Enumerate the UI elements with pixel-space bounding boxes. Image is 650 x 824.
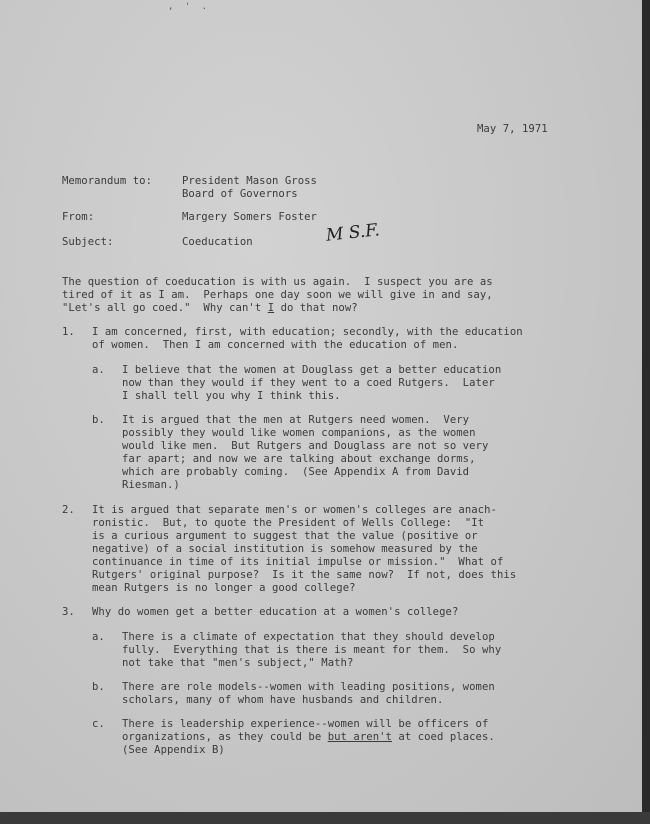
intro-line-3: "Let's all go coed." Why can't I do that now? bbox=[62, 302, 358, 314]
p1a-line-2: now than they would if they went to a coed Rutgers. Later bbox=[122, 377, 495, 389]
from-value: Margery Somers Foster bbox=[182, 211, 317, 223]
p1-number: 1. bbox=[62, 326, 75, 338]
p2-line-6: Rutgers' original purpose? Is it the same now? If not, does this bbox=[92, 569, 517, 581]
p3c-line-2: organizations, as they could be but aren't at coed places. bbox=[122, 731, 495, 743]
p1b-line-4: far apart; and now we are talking about exchange dorms, bbox=[122, 453, 476, 465]
scan-edge-right bbox=[642, 0, 650, 824]
p2-line-3: is a curious argument to suggest that the value (positive or bbox=[92, 530, 478, 542]
print-specks: , ' . bbox=[168, 2, 211, 12]
p3c-line-3: (See Appendix B) bbox=[122, 744, 225, 756]
handwritten-initials: M S.F. bbox=[325, 220, 381, 246]
p2-line-1: It is argued that separate men's or women's colleges are anach- bbox=[92, 504, 497, 516]
p3c-label: c. bbox=[92, 718, 105, 730]
p3b-line-1: There are role models--women with leading positions, women bbox=[122, 681, 495, 693]
underlined-but-arent: but aren't bbox=[327, 731, 392, 743]
p1b-label: b. bbox=[92, 414, 105, 426]
p3c-line-1: There is leadership experience--women will be officers of bbox=[122, 718, 489, 730]
p1b-line-5: which are probably coming. (See Appendix A from David bbox=[122, 466, 470, 478]
memo-to-label: Memorandum to: bbox=[62, 175, 152, 187]
p1b-line-3: would like men. But Rutgers and Douglass are not so very bbox=[122, 440, 489, 452]
p3-number: 3. bbox=[62, 606, 75, 618]
p3b-label: b. bbox=[92, 681, 105, 693]
p1a-line-3: I shall tell you why I think this. bbox=[122, 390, 341, 402]
p3-line: Why do women get a better education at a women's college? bbox=[92, 606, 459, 618]
scan-edge-bottom bbox=[0, 812, 650, 824]
subject-value: Coeducation bbox=[182, 236, 253, 248]
p1-line-2: of women. Then I am concerned with the education of men. bbox=[92, 339, 459, 351]
memo-date: May 7, 1971 bbox=[477, 123, 548, 135]
underlined-I: I bbox=[267, 302, 275, 314]
p2-line-2: ronistic. But, to quote the President of Wells College: "It bbox=[92, 517, 485, 529]
from-label: From: bbox=[62, 211, 95, 223]
p1a-line-1: I believe that the women at Douglass get a better education bbox=[122, 364, 502, 376]
p1-line-1: I am concerned, first, with education; secondly, with the education bbox=[92, 326, 523, 338]
p1b-line-2: possibly they would like women companions, as the women bbox=[122, 427, 476, 439]
p1b-line-1: It is argued that the men at Rutgers need women. Very bbox=[122, 414, 470, 426]
p1a-label: a. bbox=[92, 364, 105, 376]
p2-line-4: negative) of a social institution is somehow measured by the bbox=[92, 543, 478, 555]
p2-line-5: continuance in time of its initial impulse or mission." What of bbox=[92, 556, 504, 568]
subject-label: Subject: bbox=[62, 236, 114, 248]
p2-number: 2. bbox=[62, 504, 75, 516]
intro-line-1: The question of coeducation is with us again. I suspect you are as bbox=[62, 276, 493, 288]
p3a-line-3: not take that "men's subject," Math? bbox=[122, 657, 354, 669]
p2-line-7: mean Rutgers is no longer a good college? bbox=[92, 582, 356, 594]
p3a-label: a. bbox=[92, 631, 105, 643]
intro-line-2: tired of it as I am. Perhaps one day soon we will give in and say, bbox=[62, 289, 493, 301]
p3a-line-1: There is a climate of expectation that they should develop bbox=[122, 631, 495, 643]
p3a-line-2: fully. Everything that is there is meant for them. So why bbox=[122, 644, 502, 656]
memo-to-line1: President Mason Gross bbox=[182, 175, 317, 187]
p1b-line-6: Riesman.) bbox=[122, 479, 180, 491]
p3b-line-2: scholars, many of whom have husbands and children. bbox=[122, 694, 444, 706]
memo-to-line2: Board of Governors bbox=[182, 188, 298, 200]
